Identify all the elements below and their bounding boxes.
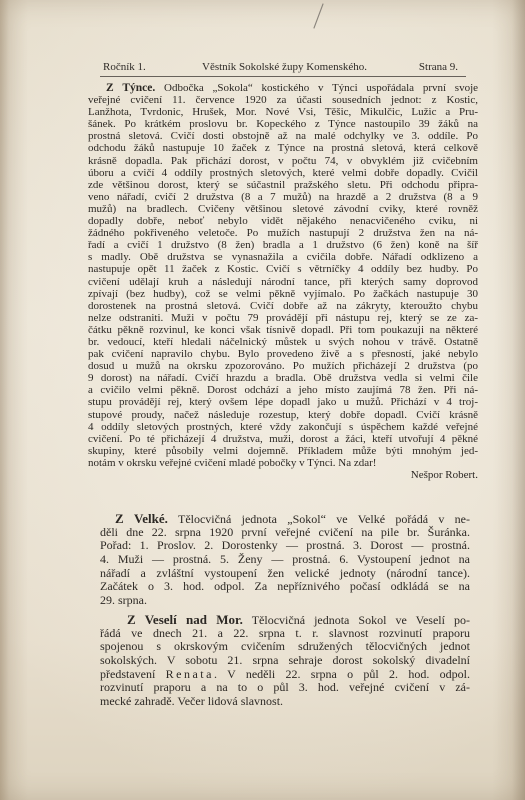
article-line-text	[100, 695, 283, 709]
line-segment: a cvičilo velmi pěkně. Dorost odchází a jeho místo zaujímá 78 žen. Při ná-	[88, 384, 478, 397]
line-segment: spojenou s okrskovým cvičením sdružených tělocvičných jednot	[100, 639, 470, 654]
article-line-text	[100, 640, 470, 654]
line-segment: pak cvičení napravilo chybu. Bylo provedeno živě a s přesností, jaké nebylo	[88, 348, 478, 361]
article-z-tynce	[88, 82, 478, 481]
article-line	[88, 445, 478, 457]
line-segment: mecké zahradě. Večer lidová slavnost.	[100, 694, 284, 709]
line-segment: Tělocvičná jednota „Sokol“ ve Velké pořádá v ne-	[177, 512, 471, 526]
article-line-text	[100, 594, 147, 608]
article-line-text	[100, 668, 470, 682]
journal-title: Věstník Sokolské župy Komenského.	[202, 61, 367, 73]
article-line	[88, 324, 478, 336]
article-line	[100, 512, 470, 526]
article-z-velke	[100, 512, 470, 608]
article-line-text	[106, 82, 478, 94]
article-line	[88, 263, 478, 275]
line-segment: představení	[100, 666, 166, 681]
article-line	[100, 539, 470, 553]
line-segment: úboru a cvičí 4 oddíly prostných sletových, které velmi dobře dopadly. Cvičil	[88, 166, 478, 179]
article-line-text	[100, 654, 470, 668]
pencil-stroke	[314, 4, 323, 28]
article-line-text	[100, 539, 470, 553]
line-segment: Tělocvičná jednota Sokol ve Veselí po-	[251, 613, 470, 627]
line-segment: 4 oddíly sletových prostných, které vždy zakončují s úspěchem každé veřejné	[88, 420, 478, 433]
line-segment: rozvinutí praporu a na to o půl 3. hod. veřejné cvičení v zá-	[100, 680, 470, 695]
article-line	[88, 348, 478, 360]
article-line	[88, 457, 478, 469]
article-line-text	[88, 263, 478, 275]
article-line-text	[88, 179, 478, 191]
line-segment: s madly. Obě družstva se vynasnažila a cvičila dobře. Nářadí odklizeno a	[88, 251, 478, 264]
article-line	[88, 336, 478, 348]
article-line-text	[88, 445, 478, 457]
article-line	[88, 360, 478, 372]
line-segment: 9 dorost) na nářadí. Cvičí hrazdu a bradla. Obě družstva vedla si velmi čile	[88, 372, 478, 385]
article-line	[88, 191, 478, 203]
line-segment: . V neděli 22. srpna o půl 2. hod. odpol.	[213, 666, 471, 681]
line-segment: zde většinou dorost, který se súčastnil pražského sletu. Při odchodu připra-	[88, 178, 478, 191]
article-line-text	[88, 215, 478, 227]
article-line-text	[100, 553, 470, 567]
article-line-text	[100, 526, 470, 540]
article-line	[88, 276, 478, 288]
article-line	[88, 155, 478, 167]
line-segment: cvičení udělají kruh a následují národní tance, při kterých samy doprovod	[88, 275, 478, 288]
article-line	[100, 627, 470, 641]
line-segment: skupiny, které působily velmi dojemně. Příkladem může býti mnohým jed-	[88, 444, 478, 457]
article-line-text	[88, 130, 478, 142]
article-line-text	[100, 567, 470, 581]
line-segment: Pořad: 1. Proslov. 2. Dorostenky — prostná. 3. Dorost — prostná.	[100, 538, 470, 553]
line-segment: řádá ve dnech 21. a 22. srpna t. r. slavnost rozvinutí praporu	[100, 625, 470, 640]
article-line-text	[88, 396, 478, 408]
article-line	[88, 215, 478, 227]
article-line-text	[88, 276, 478, 288]
article-line-text	[88, 324, 478, 336]
line-segment: prostná sletová. Cvičí dosti obstojně až na malé odchylky ve 3. oddíle. Po	[88, 130, 478, 143]
article-line	[88, 421, 478, 433]
line-segment: Lanžhota, Tvrdonic, Hrušek, Mor. Nové Vsi, Těšic, Mikulčic, Lužic a Pru-	[88, 106, 478, 119]
line-segment: nastupuje opět 11 žaček z Kostic. Cvičí s větrníčky 4 oddíly bez hudby. Po	[88, 263, 478, 276]
volume-label: Ročník 1.	[103, 61, 146, 73]
article-line-text	[88, 191, 478, 203]
line-segment: stupové proudy, načež následuje rozestup, který dobře dopadl. Cvičí krásně	[88, 408, 478, 421]
article-line	[100, 553, 470, 567]
page-number: Strana 9.	[418, 61, 458, 73]
article-line	[100, 695, 470, 709]
article-heading: Z Veselí nad Mor.	[127, 612, 243, 627]
article-line-text	[88, 94, 478, 106]
article-line	[100, 567, 470, 581]
article-z-veseli	[100, 613, 470, 709]
line-segment: dorostenek na prostná sletová. Cvičí dobře až na zákryty, kteroužto chybu	[88, 299, 478, 312]
article-line-text	[88, 348, 478, 360]
line-segment: 29. srpna.	[100, 593, 147, 608]
line-segment: krásně dopadla. Pak přichází dorost, v počtu 74, v obvyklém již cvičebním	[88, 154, 478, 167]
article-line	[88, 203, 478, 215]
article-line	[88, 118, 478, 130]
article-line	[88, 142, 478, 154]
article-line-text	[88, 421, 478, 433]
article-line	[88, 94, 478, 106]
line-segment: nelze odstraniti. Muži v počtu 79 provádějí při nástupu rej, který se ze za-	[88, 311, 478, 324]
line-segment: zpívají (bez hudby), což se velmi pěkně vyjímalo. Po žačkách nastupuje 30	[88, 287, 478, 300]
article-line	[100, 580, 470, 594]
line-segment: odchodu žáků nastupuje 10 žaček z Týnce na prostná sletová, která celkově	[88, 142, 478, 155]
article-heading: Z Týnce.	[106, 82, 156, 94]
article-line-text	[100, 580, 470, 594]
article-line	[88, 239, 478, 251]
article-line	[88, 396, 478, 408]
article-line-text	[88, 457, 376, 469]
article-line-text	[88, 106, 478, 118]
article-line	[100, 640, 470, 654]
line-segment: šánek. Po krátkém proslovu br. Kopeckého z Týnce nastoupilo 39 žáků na	[88, 118, 478, 131]
article-line	[88, 409, 478, 421]
article-line-text	[88, 155, 478, 167]
line-segment: děli dne 22. srpna 1920 první veřejné cvičení na pile br. Šuránka.	[100, 524, 470, 539]
article-line-text	[88, 118, 478, 130]
line-segment: veno nářadí, cvičí 2 družstva (8 a 7 mužů) na hrazdě a 2 družstva (8 a 9	[88, 190, 478, 203]
article-line-text	[88, 203, 478, 215]
article-line	[88, 384, 478, 396]
article-line-text	[88, 239, 478, 251]
header-rule	[100, 76, 466, 77]
article-line-text	[88, 300, 478, 312]
article-line	[100, 594, 470, 608]
line-segment: cvičení. Po té přicházejí 4 družstva, muži, dorost a žáci, kteří utvořují 4 pěkné	[88, 432, 478, 445]
article-line	[88, 179, 478, 191]
line-segment: řadí a cvičí 1 družstvo (8 žen) bradla a 1 družstvo (6 žen) koně na šíř	[88, 239, 478, 252]
article-line	[88, 227, 478, 239]
article-line-text	[88, 336, 478, 348]
article-line-text	[88, 433, 478, 445]
article-line-text	[100, 627, 470, 641]
author-signature: Nešpor Robert.	[410, 469, 478, 481]
article-line-text	[100, 681, 470, 695]
article-line	[88, 251, 478, 263]
article-line	[88, 433, 478, 445]
article-line-text	[88, 384, 478, 396]
emphasized-word: Renata	[165, 666, 214, 681]
article-line-text	[88, 227, 478, 239]
line-segment: dopadly dobře, neboť nebylo vidět nějakého nenacvičeného cviku, ni	[88, 215, 478, 228]
article-line-text	[88, 142, 478, 154]
article-line	[88, 288, 478, 300]
line-segment: veřejné cvičení 11. července 1920 za účasti sousedních jednot: z Kostic,	[88, 94, 478, 107]
article-line	[88, 372, 478, 384]
line-segment: nářadí a zvláštní vystoupení žen velické jednoty (národní tance).	[100, 565, 470, 580]
article-line	[88, 167, 478, 179]
article-line	[88, 312, 478, 324]
article-line-text	[88, 167, 478, 179]
article-line	[88, 106, 478, 118]
article-line-text	[88, 312, 478, 324]
article-line	[88, 130, 478, 142]
pencil-mark	[308, 2, 328, 30]
article-line-text	[88, 372, 478, 384]
line-segment: mužů) na bradlech. Cvičeny většinou sletové závodní cviky, které rovněž	[88, 202, 478, 215]
line-segment: Začátek o 3. hod. odpol. Za nepříznivého počasí odkládá se na	[100, 579, 470, 594]
article-line-text	[88, 251, 478, 263]
article-line-text	[88, 288, 478, 300]
line-segment: 4. Muži — prostná. 5. Ženy — prostná. 6. Vystoupení jednot na	[100, 552, 470, 567]
line-segment: dosud u mužů na okrsku zpozorováno. Po mužích přicházejí 2 družstva (po	[88, 360, 478, 373]
article-line	[100, 654, 470, 668]
line-segment: sokolských. V sobotu 21. srpna sehraje dorost sokolský divadelní	[100, 653, 470, 668]
article-line	[100, 681, 470, 695]
article-heading: Z Velké.	[115, 511, 168, 526]
article-line-text	[88, 409, 478, 421]
line-segment: stupu provádějí rej, který ovšem lépe dopadl jako u mužů. Přichází v 4 troj-	[88, 396, 478, 409]
line-segment: notám v okrsku veřejné cvičení mladé pobočky v Týnci. Na zdar!	[88, 456, 377, 469]
article-line	[88, 300, 478, 312]
article-line	[88, 82, 478, 94]
line-segment: žádného pokřiveného veletoče. Po mužích nastupují 2 družstva žen na ná-	[88, 227, 478, 240]
article-line	[100, 613, 470, 627]
line-segment: čátku pěkně rozvinul, ke konci však tísnivě dopadl. Při tom poukazuji na některé	[88, 323, 478, 336]
line-segment: Odbočka „Sokola“ kostického v Týnci uspořádala první svoje	[164, 82, 479, 94]
article-line	[100, 668, 470, 682]
article-line-text	[88, 360, 478, 372]
article-line	[100, 526, 470, 540]
line-segment: br. vedoucí, kteří hledali náčelnický můstek u svých nohou v trávě. Ostatně	[88, 335, 478, 348]
